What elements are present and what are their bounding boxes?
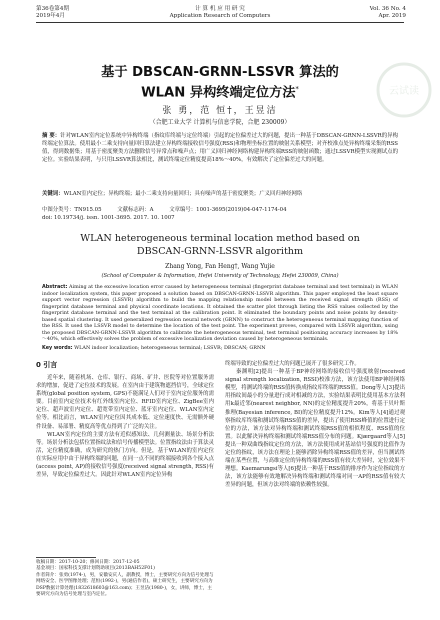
running-header-left: 第36卷第4期 2019年4月 [36,6,70,19]
english-authors: Zhang Yong, Fan Heng†, Wang Yujie [165,263,275,270]
authors: 张 勇，范 恒†，王昱洁 [162,106,278,116]
abstract-en-label: Abstract: [42,284,68,290]
header-rule [36,22,404,23]
keywords-cn [42,190,398,198]
title-footnote-mark: * [295,85,299,93]
body-right-column [225,360,405,490]
doi: doi: 10.19734/j. issn. 1001-3695. 2017. 10. 1007 [42,215,175,221]
intro-paragraph-1: 近年来，随着机场、仓库、银行、商场、矿井、医院等对位置服务需求的增加，促进了定位技术的发展。在室内由于建筑物遮挡信号，全球定位系统(global position system, GPS)不能满足人们对于室内定位服务的需要。目前室内定位技术有红外线室内定位、RFID室内定位、ZigBee室内定位、超声波室内定位、超宽带室内定位、蓝牙室内定位、WLAN室内定位等。相比而言，WLAN室内定位因其成本低、定位速度快、无需额外硬件设备、易部署、精度高等优点得到了广泛的关注。 [36,375,214,430]
keywords-en-text: WLAN indoor localization; heterogeneous terminal; LSSVR; DBSCAN; GRNN [74,345,266,351]
keywords-en-label: Key words: [42,345,73,351]
abstract-en [42,284,398,343]
paper-title: 基于 DBSCAN-GRNN-LSSVR 算法的 WLAN 异构终端定位方法* [101,65,339,101]
watermark-text: 云试读 [389,86,419,97]
intro-paragraph-2: WLAN室内定位的主要方法有近似感知法、几何测量法、场景分析法等。场景分析法包括位置指纹法和信号传播模型法。位置指纹法由于算法灵活，定位精度准确，成为研究的热门方向。但是，基于WLAN的室内定位在实际应用中由于异构终端的问题，在同一点不同的终端接收到各个接入点(access point, AP)的接收信号强度(received signal strength, RSS)有差异，导致定位偏差过大。因此针对WLAN室内定位异构 [36,431,214,479]
abstract-cn-text: 针对WLAN室内定位系统中异构终端（指纹库终端与定位终端）引起的定位偏差过大的问题，提出一种基于DBSCAN-GRNN-LSSVR的异构终端定位算法。使用最小二乘支持向量回归算法建立异构终端接收信号强度(RSS)和物理坐标位置的映射关系模型；对齐校准点处异构终端采集的RSS值，得到数据集；用基于密度聚类方法删除信号异常点和噪声点；用广义回归神经网络构建异构终端RSS的映射函数；通过LSSVR模型实现测试点的定位。实验结果表明，与只用LSSVR算法相比，测试终端定位精度提高18%～40%，有效解决了定位偏差过大的问题。 [42,133,398,163]
footnote-block [36,560,214,598]
keywords-en [42,345,398,352]
footnote-fund: 基金项目：国家科技支撑计划资助项目(2013BAH52F01) [36,566,155,572]
classification-row [42,206,398,214]
abstract-en-text: Aiming at the excessive location error caused by heterogeneous terminal (fingerprint database terminal and test terminal) in WLAN indoor localization system, this paper proposed a solution based on DBSCAN-GRNN-LSSVR algorithm. This paper employed the least square support vector regression (LSSVR) algorithm to build the mapping relationship model between the received signal strength (RSS) of fingerprint database terminal and physical coordinate locations. It obtained the scatter plot through listing the RSS values collected by the fingerprint database terminal and the test terminal at the calibration point. It eliminated the boundary points and noise points by density-based spatial clustering. It used generalized regression neural network (GRNN) to construct the heterogeneous terminal mapping function of the RSS. It used the LSSVR model to determine the location of the test point. The experiment proves, compared with LSSVR algorithm, using the proposed DBSCAN-GRNN-LSSVR algorithm to calibrate the heterogeneous terminal, test terminal positioning accuracy increases by 18%～40%, which effectively solves the problem of excessive localization deviation caused by heterogeneous terminals. [42,284,398,342]
document-code: 文献标志码：A [117,207,154,213]
body-left-column [36,360,214,479]
english-affiliation: (School of Computer & Information, Hefei University of Technology, Hefei 230009, China) [101,273,339,279]
footnote-bio: 作者简介：张勇(1974-)，男，安徽安庆人，副教授，博士，主要研究方向为信号处理与网络安全、医学图像处理；范恒(1992-)，男(通信作者)，硕士研究生，主要研究方向为DSP数据计算处理(1832618603@163.com)；王昱洁(1980-)，女，讲师，博士，主要研究方向为信号处理与室内定位。 [36,572,214,598]
english-title: WLAN heterogeneous terminal location method based on DBSCAN-GRNN-LSSVR algorithm [80,233,360,257]
article-number: 文章编号：1001-3695(2019)04-047-1174-04 [169,207,287,213]
abstract-cn [42,132,398,164]
clc-number: 中图分类号：TN915.05 [42,207,102,213]
affiliation: （合肥工业大学 计算机与信息学院，合肥 230009） [149,119,291,126]
watermark-stamp-icon [374,60,434,120]
keywords-cn-text: WLAN室内定位；异构终端；最小二乘支持向量回归；具有噪声的基于密度聚类；广义回归神经网络 [63,191,303,197]
footnote-received: 收稿日期：2017-10-20；修回日期：2017-12-05 [36,560,140,565]
section-heading-introduction: 0 引言 [36,361,58,369]
running-header-journal: 计 算 机 应 用 研 究 Application Research of Computers [169,6,271,19]
keywords-cn-label: 关键词： [42,191,64,197]
abstract-cn-label: 摘 要： [42,133,61,139]
right-paragraph-1: 终端导致的定位偏差过大的问题已展开了很多研究工作。 [225,361,360,367]
footnote-rule [36,557,96,558]
right-paragraph-2: 秦渊明[2]提出一种基于BP神经网络的接收信号强度映射(received signal strength localization, RSSI)校准方法，该方法使用BP神经网络模型，将测试终端的RSS值转换成指纹库终端的RSS值。Dong等人[3]提出用指纹间最小的分量进行成对相减的方法，实验结果表明比使用基本方法利用k最近邻(nearest neighbor, NN)的定位精度提升20%，将基于贝叶斯推理(Bayesian inference, BI)的定位精度提升12%。Kim等人[4]通过观察指纹库终端和测试终端RSS值的差异，提出了使用RSS峰值的位置进行定位的方法，该方法对异构终端和测试终端RSS值的相似程度、RSS值的位置。以此解决异构终端和测试终端RSS值分布的问题。Kjærgaard等人[5]提出一种双曲线指纹定位的方法，该方法使用成对基站信号强度的比值作为定位的指纹，该方法在理论上能够消除异构终端RSS值的差异，但当测试终端在某些位置，与高维定位的异构终端的RSS值有较大差异时，定位效果不理想。Kaemarungsi等人[6]提出一种基于RSS值的排序作为定位指纹的方法，该方法能够有效地解决异构终端和测试终端对同一AP的RSS值有较大差异的问题，但该方法对终端的依赖性较强。 [225,369,405,489]
running-header-right: Vol. 36 No. 4 Apr. 2019 [369,6,406,19]
